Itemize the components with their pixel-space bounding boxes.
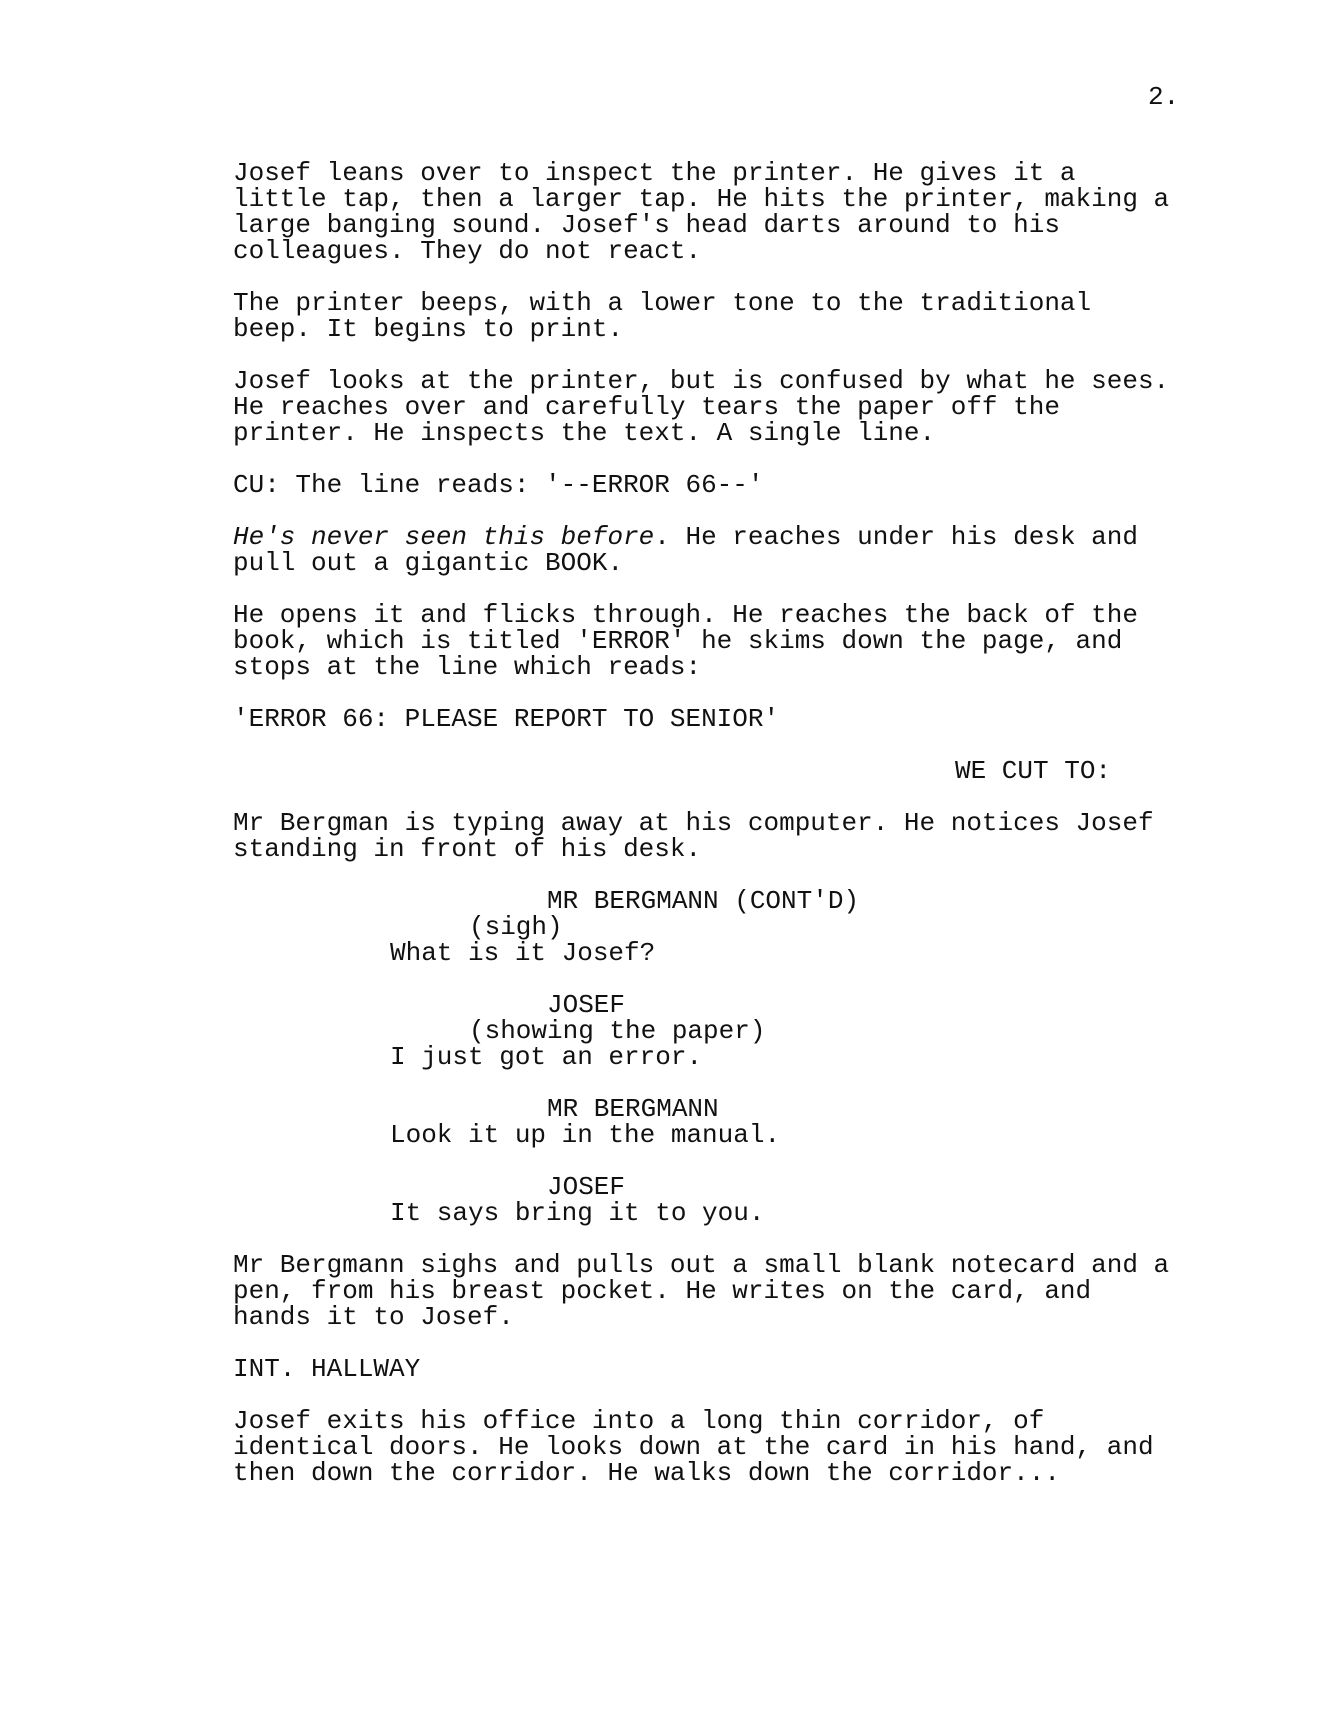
action-line: identical doors. He looks down at the card in his hand, and bbox=[233, 1432, 1154, 1462]
close-up-line: CU: The line reads: '--ERROR 66--' bbox=[233, 470, 764, 500]
action-line: He reaches over and carefully tears the paper off the bbox=[233, 392, 1060, 422]
action-line: stops at the line which reads: bbox=[233, 652, 702, 682]
parenthetical: (showing the paper) bbox=[469, 1016, 766, 1046]
action-line: Josef leans over to inspect the printer. He gives it a bbox=[233, 158, 1076, 188]
page-number: 2. bbox=[1148, 82, 1180, 112]
dialogue-line: It says bring it to you. bbox=[390, 1198, 765, 1228]
action-line: He opens it and flicks through. He reaches the back of the bbox=[233, 600, 1138, 630]
action-line: standing in front of his desk. bbox=[233, 834, 702, 864]
action-line: The printer beeps, with a lower tone to the traditional bbox=[233, 288, 1092, 318]
transition: WE CUT TO: bbox=[955, 756, 1112, 786]
action-line: Josef exits his office into a long thin corridor, of bbox=[233, 1406, 1045, 1436]
action-line: colleagues. They do not react. bbox=[233, 236, 702, 266]
action-line: large banging sound. Josef's head darts around to his bbox=[233, 210, 1060, 240]
action-line: printer. He inspects the text. A single line. bbox=[233, 418, 936, 448]
action-line bbox=[233, 524, 1138, 550]
character-name: JOSEF bbox=[547, 990, 626, 1020]
dialogue-line: I just got an error. bbox=[390, 1042, 703, 1072]
action-text: . He reaches under his desk and bbox=[654, 522, 1138, 552]
dialogue-line: What is it Josef? bbox=[390, 938, 656, 968]
action-line: little tap, then a larger tap. He hits the printer, making a bbox=[233, 184, 1170, 214]
italic-emphasis: He's never seen this before bbox=[233, 522, 655, 552]
dialogue-line: Look it up in the manual. bbox=[390, 1120, 781, 1150]
action-line: then down the corridor. He walks down the corridor... bbox=[233, 1458, 1060, 1488]
action-line: hands it to Josef. bbox=[233, 1302, 514, 1332]
scene-heading: INT. HALLWAY bbox=[233, 1354, 421, 1384]
error-text-line: 'ERROR 66: PLEASE REPORT TO SENIOR' bbox=[233, 704, 780, 734]
action-line: Mr Bergmann sighs and pulls out a small blank notecard and a bbox=[233, 1250, 1170, 1280]
action-line: pen, from his breast pocket. He writes on the card, and bbox=[233, 1276, 1092, 1306]
action-line: Mr Bergman is typing away at his computer. He notices Josef bbox=[233, 808, 1154, 838]
character-name: MR BERGMANN bbox=[547, 1094, 719, 1124]
action-line: pull out a gigantic BOOK. bbox=[233, 548, 624, 578]
parenthetical: (sigh) bbox=[469, 912, 563, 942]
character-name: MR BERGMANN (CONT'D) bbox=[547, 886, 860, 916]
action-line: beep. It begins to print. bbox=[233, 314, 624, 344]
action-line: book, which is titled 'ERROR' he skims down the page, and bbox=[233, 626, 1123, 656]
character-name: JOSEF bbox=[547, 1172, 626, 1202]
action-line: Josef looks at the printer, but is confused by what he sees. bbox=[233, 366, 1170, 396]
